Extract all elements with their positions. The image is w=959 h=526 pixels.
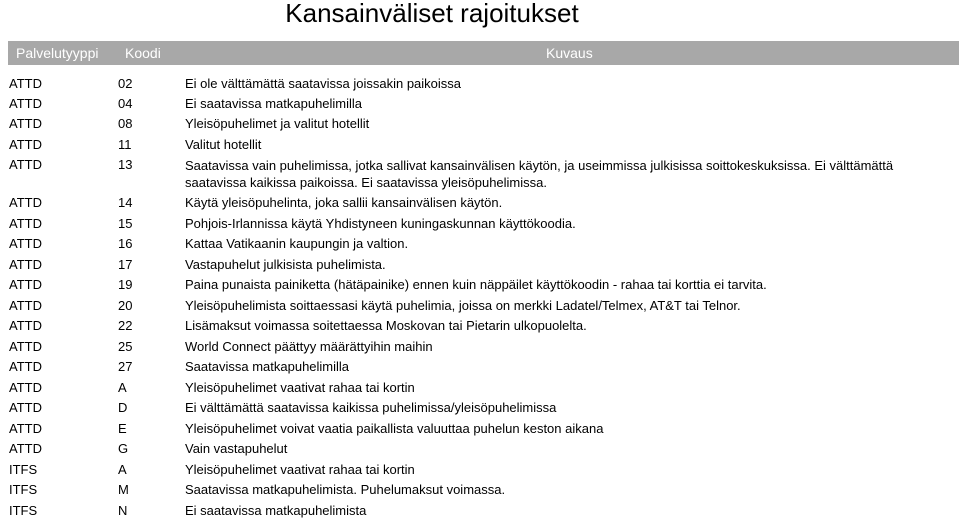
page-title: Kansainväliset rajoitukset <box>285 0 579 28</box>
cell-code: 25 <box>118 339 133 354</box>
table-row <box>0 503 959 523</box>
cell-code: D <box>118 400 128 415</box>
cell-description: Vain vastapuhelut <box>185 441 288 456</box>
cell-code: 14 <box>118 195 133 210</box>
cell-type: ATTD <box>9 421 42 436</box>
cell-type: ITFS <box>9 482 38 497</box>
cell-code: 27 <box>118 359 133 374</box>
cell-type: ATTD <box>9 318 42 333</box>
cell-description: Saatavissa vain puhelimissa, jotka sallivat kansainvälisen käytön, ja useimmissa julkisissa soittokeskuksissa. Ei välttämättä saatavissa kaikissa paikoissa. Ei saatavissa yleisöpuhelimissa. <box>185 158 894 190</box>
table-row <box>0 421 959 441</box>
cell-description: Yleisöpuhelimet vaativat rahaa tai kortin <box>185 380 415 395</box>
cell-description: Yleisöpuhelimet voivat vaatia paikallista valuuttaa puhelun keston aikana <box>185 421 604 436</box>
cell-description: Yleisöpuhelimet ja valitut hotellit <box>185 116 370 131</box>
cell-code: 19 <box>118 277 133 292</box>
cell-code: A <box>118 462 127 477</box>
cell-code: 02 <box>118 76 133 91</box>
cell-code: A <box>118 380 127 395</box>
cell-code: E <box>118 421 127 436</box>
cell-type: ATTD <box>9 339 42 354</box>
cell-description: World Connect päättyy määrättyihin maihin <box>185 339 433 354</box>
table-row <box>0 318 959 339</box>
cell-code: 16 <box>118 236 133 251</box>
cell-description: Saatavissa matkapuhelimista. Puhelumaksut voimassa. <box>185 482 506 497</box>
cell-type: ATTD <box>9 236 42 251</box>
table-row <box>0 380 959 400</box>
cell-type: ATTD <box>9 380 42 395</box>
cell-description: Käytä yleisöpuhelinta, joka sallii kansainvälisen käytön. <box>185 195 503 210</box>
table-row <box>0 359 959 380</box>
table-row <box>0 216 959 236</box>
table-row <box>0 339 959 359</box>
cell-type: ATTD <box>9 137 42 152</box>
cell-type: ATTD <box>9 298 42 313</box>
cell-type: ATTD <box>9 76 42 91</box>
cell-description: Paina punaista painiketta (hätäpainike) ennen kuin näppäilet käyttökoodin - rahaa tai korttia ei tarvita. <box>185 277 767 292</box>
header-service-type: Palvelutyyppi <box>16 45 99 61</box>
cell-code: 17 <box>118 257 133 272</box>
table-row <box>0 195 959 216</box>
table-row <box>0 277 959 298</box>
table-row <box>0 116 959 137</box>
cell-code: 20 <box>118 298 133 313</box>
table-row <box>0 157 959 195</box>
table-row <box>0 236 959 257</box>
cell-code: 22 <box>118 318 133 333</box>
cell-description: Yleisöpuhelimista soittaessasi käytä puhelimia, joissa on merkki Ladatel/Telmex, AT&T tai Telnor. <box>185 298 741 313</box>
cell-type: ATTD <box>9 157 42 172</box>
cell-description: Saatavissa matkapuhelimilla <box>185 359 350 374</box>
cell-description: Valitut hotellit <box>185 137 262 152</box>
table-row <box>0 76 959 96</box>
cell-code: 13 <box>118 157 133 172</box>
cell-description: Vastapuhelut julkisista puhelimista. <box>185 257 386 272</box>
table-row <box>0 298 959 318</box>
cell-type: ATTD <box>9 96 42 111</box>
cell-code: M <box>118 482 129 497</box>
cell-type: ATTD <box>9 277 42 292</box>
cell-type: ATTD <box>9 216 42 231</box>
cell-type: ATTD <box>9 400 42 415</box>
cell-description: Lisämaksut voimassa soitettaessa Moskovan tai Pietarin ulkopuolelta. <box>185 318 587 333</box>
cell-type: ATTD <box>9 195 42 210</box>
table-row <box>0 96 959 116</box>
table-body <box>0 76 959 523</box>
cell-code: 04 <box>118 96 133 111</box>
table-row <box>0 482 959 503</box>
cell-description: Kattaa Vatikaanin kaupungin ja valtion. <box>185 236 409 251</box>
cell-description: Ei välttämättä saatavissa kaikissa puhelimissa/yleisöpuhelimissa <box>185 400 557 415</box>
cell-description: Pohjois-Irlannissa käytä Yhdistyneen kuningaskunnan käyttökoodia. <box>185 216 576 231</box>
table-row <box>0 257 959 277</box>
cell-code: N <box>118 503 128 518</box>
table-row <box>0 441 959 462</box>
table-row <box>0 400 959 421</box>
header-description: Kuvaus <box>546 45 593 61</box>
cell-description: Ei saatavissa matkapuhelimista <box>185 503 367 518</box>
cell-code: 11 <box>118 137 132 152</box>
cell-description: Yleisöpuhelimet vaativat rahaa tai kortin <box>185 462 415 477</box>
cell-type: ITFS <box>9 503 38 518</box>
cell-type: ATTD <box>9 359 42 374</box>
cell-type: ITFS <box>9 462 38 477</box>
cell-code: G <box>118 441 129 456</box>
table-row <box>0 462 959 482</box>
cell-code: 15 <box>118 216 133 231</box>
cell-code: 08 <box>118 116 133 131</box>
cell-type: ATTD <box>9 257 42 272</box>
cell-type: ATTD <box>9 116 42 131</box>
header-code: Koodi <box>125 45 161 61</box>
cell-description: Ei saatavissa matkapuhelimilla <box>185 96 363 111</box>
cell-description: Ei ole välttämättä saatavissa joissakin paikoissa <box>185 76 462 91</box>
table-header <box>8 41 959 65</box>
cell-type: ATTD <box>9 441 42 456</box>
table-row <box>0 137 959 157</box>
